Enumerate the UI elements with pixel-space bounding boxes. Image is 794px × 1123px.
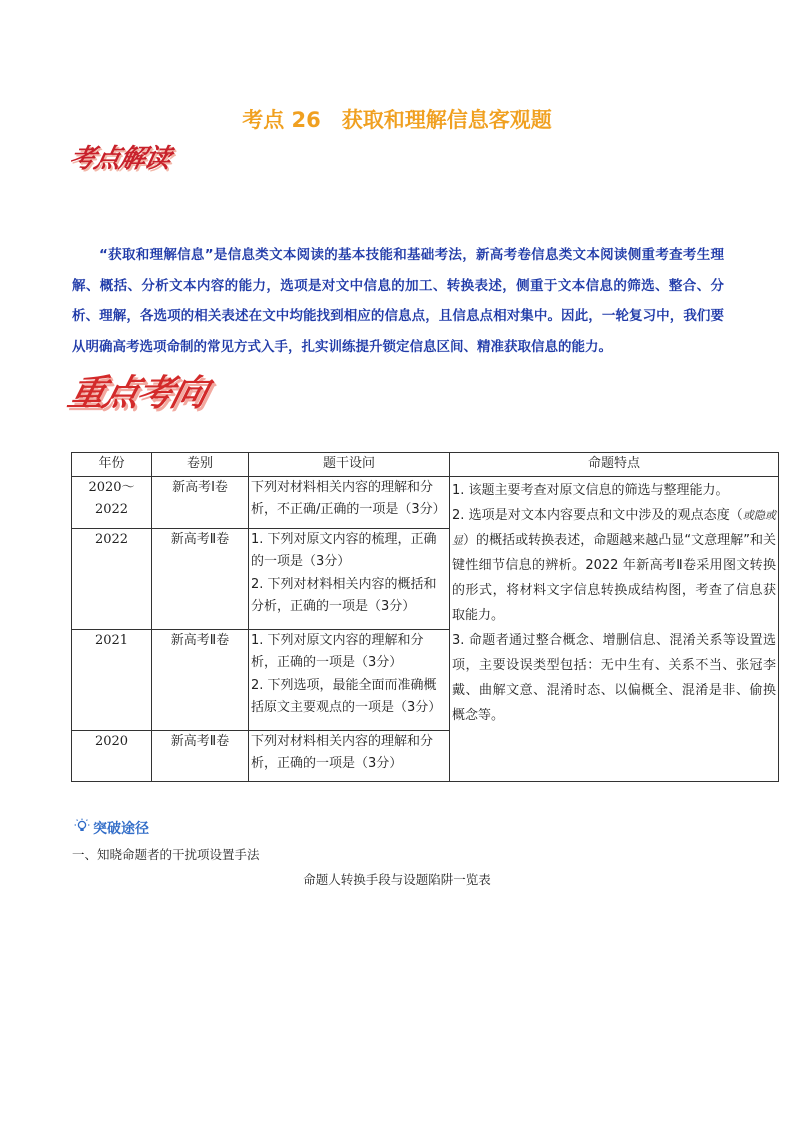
section-heading-label: 突破途径 bbox=[93, 821, 149, 837]
page-title: 考点 26 获取和理解信息客观题 bbox=[242, 108, 552, 132]
lightbulb-icon bbox=[74, 818, 90, 838]
header-year: 年份 bbox=[72, 453, 152, 477]
header-question: 题干设问 bbox=[249, 453, 450, 477]
question-item: 2. 下列对材料相关内容的概括和分析，正确的一项是（3分） bbox=[251, 576, 437, 614]
cell-question bbox=[249, 528, 450, 629]
cell-year: 2022 bbox=[72, 528, 152, 629]
header-paper: 卷别 bbox=[152, 453, 249, 477]
question-item: 1. 下列对原文内容的理解和分析，正确的一项是（3分） bbox=[251, 632, 424, 670]
question-item: 2. 下列选项，最能全面而准确概括原文主要观点的一项是（3分） bbox=[251, 677, 442, 715]
cell-year: 2021 bbox=[72, 629, 152, 730]
feature-2-emphasis: 或隐或显 bbox=[452, 508, 776, 547]
cell-features bbox=[450, 476, 779, 781]
section-subheading: 一、知晓命题者的干扰项设置手法 bbox=[72, 847, 260, 862]
cell-year: 2020～2022 bbox=[72, 476, 152, 528]
heading-kaodian-jiedu: 考点解读 bbox=[66, 144, 173, 174]
cell-paper: 新高考Ⅱ卷 bbox=[152, 528, 249, 629]
feature-2-text: 2. 选项是对文本内容要点和文中涉及的观点态度（ bbox=[452, 507, 743, 523]
feature-3: 3. 命题者通过整合概念、增删信息、混淆关系等设置选项，主要设误类型包括：无中生有、关系不当、张冠李戴、曲解文意、混淆时态、以偏概全、混淆是非、偷换概念等。 bbox=[452, 632, 776, 723]
cell-question: 下列对材料相关内容的理解和分析，正确的一项是（3分） bbox=[249, 730, 450, 781]
cell-year: 2020 bbox=[72, 730, 152, 781]
question-item: 1. 下列对原文内容的梳理，正确的一项是（3分） bbox=[251, 531, 437, 569]
feature-2 bbox=[452, 503, 776, 628]
feature-1: 1. 该题主要考查对原文信息的筛选与整理能力。 bbox=[452, 482, 729, 498]
intro-paragraph: “获取和理解信息”是信息类文本阅读的基本技能和基础考法，新高考卷信息类文本阅读侧重考查考生理解、概括、分析文本内容的能力，选项是对文中信息的加工、转换表述，侧重于文本信息的筛选、整合、分析、理解，各选项的相关表述在文中均能找到相应的信息点，且信息点相对集中。因此，一轮复习中，我们要从明确高考选项命制的常见方式入手，扎实训练提升锁定信息区间、精准获取信息的能力。 bbox=[72, 247, 724, 355]
cell-question bbox=[249, 629, 450, 730]
table-header-row bbox=[72, 453, 779, 477]
header-features: 命题特点 bbox=[450, 453, 779, 477]
cell-paper: 新高考Ⅰ卷 bbox=[152, 476, 249, 528]
table-row bbox=[72, 476, 779, 528]
cell-paper: 新高考Ⅱ卷 bbox=[152, 730, 249, 781]
table-caption: 命题人转换手段与设题陷阱一览表 bbox=[303, 872, 491, 887]
cell-question: 下列对材料相关内容的理解和分析，不正确/正确的一项是（3分） bbox=[249, 476, 450, 528]
feature-2-text-cont: ）的概括或转换表述，命题越来越凸显“文意理解”和关键性细节信息的辨析。2022 年新高考Ⅱ卷采用图文转换的形式，将材料文字信息转换成结构图，考查了信息获取能力。 bbox=[452, 532, 776, 623]
cell-paper: 新高考Ⅱ卷 bbox=[152, 629, 249, 730]
heading-zhongdian-kaoxiang: 重点考向 bbox=[64, 372, 211, 414]
exam-info-table bbox=[71, 452, 779, 782]
section-heading bbox=[74, 818, 149, 838]
